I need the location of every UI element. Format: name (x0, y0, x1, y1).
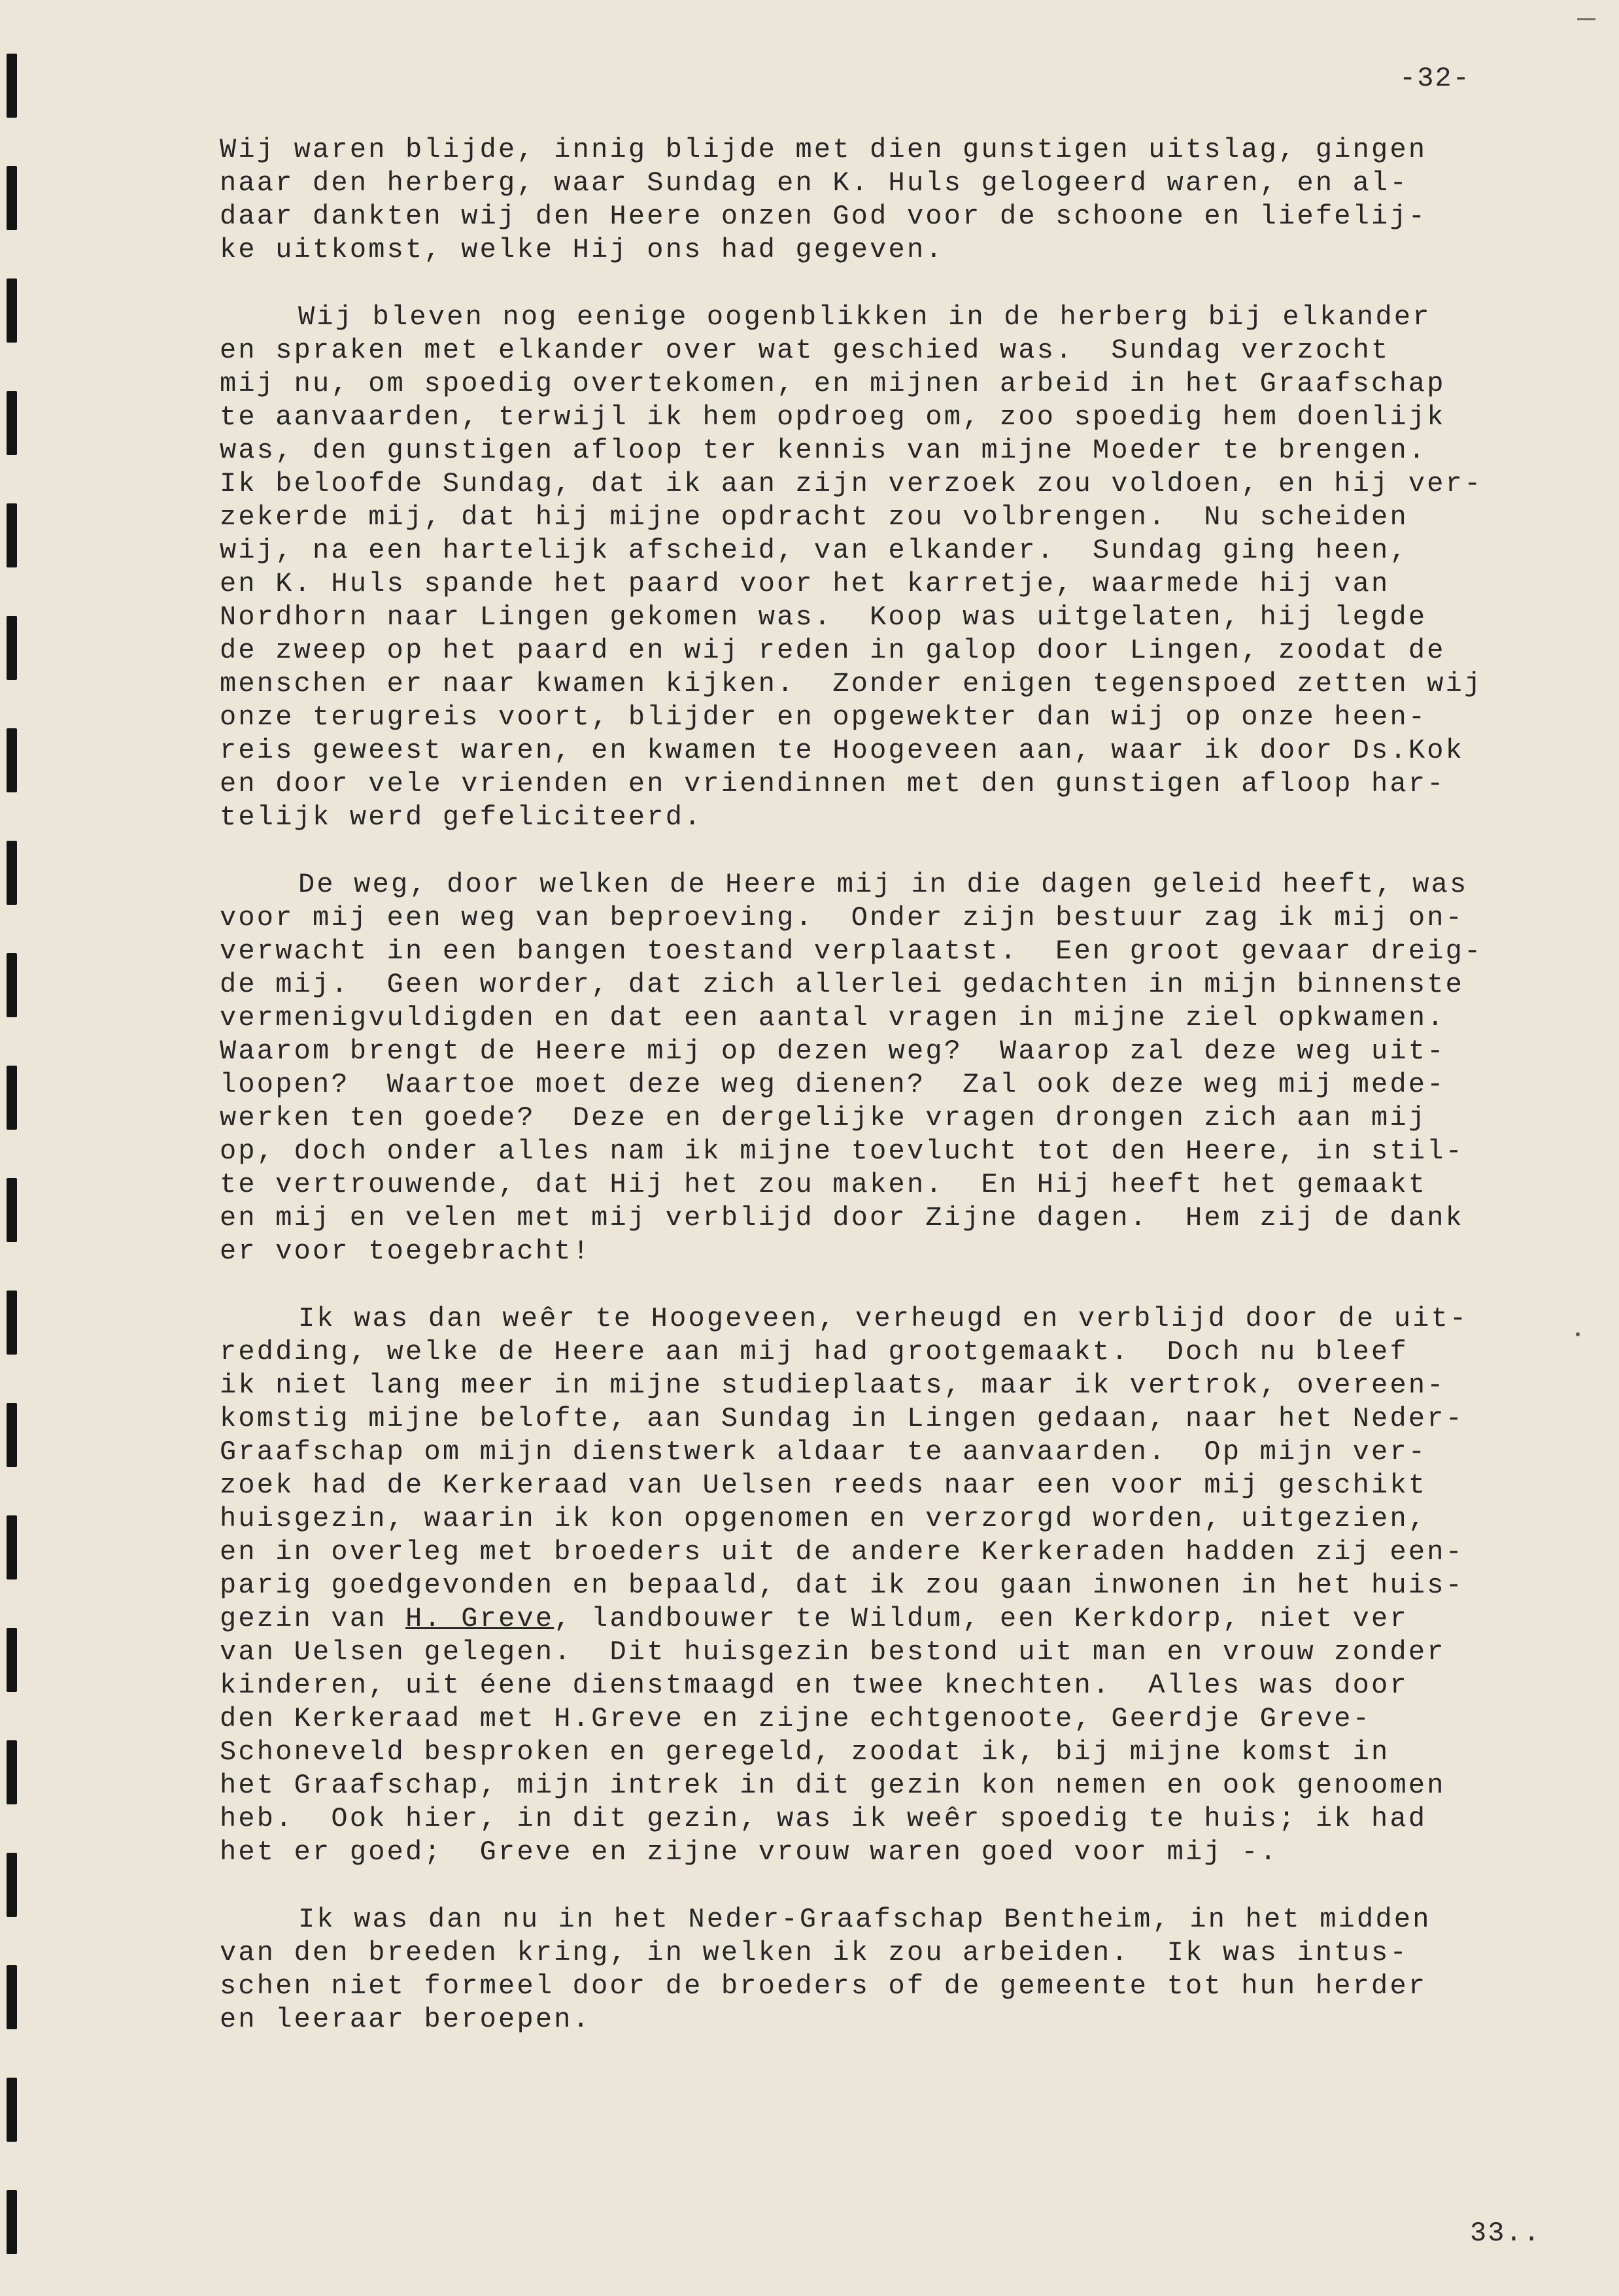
text-line: van den breeden kring, in welken ik zou arbeiden. Ik was intus- (220, 1937, 1408, 1968)
text-line: voor mij een weg van beproeving. Onder zijn bestuur zag ik mij on- (220, 902, 1465, 934)
binding-hole (7, 1965, 17, 2029)
text-line: zekerde mij, dat hij mijne opdracht zou volbrengen. Nu scheiden (220, 501, 1408, 533)
text-line: verwacht in een bangen toestand verplaatst. Een groot gevaar dreig- (220, 936, 1483, 967)
text-line: was, den gunstigen afloop ter kennis van mijne Moeder te brengen. (220, 435, 1427, 466)
text-line: wij, na een hartelijk afscheid, van elkander. Sundag ging heen, (220, 535, 1408, 566)
text-line: Schoneveld besproken en geregeld, zoodat ik, bij mijne komst in (220, 1736, 1390, 1768)
text-line: en spraken met elkander over wat geschied was. Sundag verzocht (220, 335, 1390, 366)
binding-hole (7, 1403, 17, 1467)
binding-hole (7, 2190, 17, 2254)
underlined-name: H. Greve (405, 1603, 554, 1634)
margin-dot (1576, 1332, 1580, 1336)
binding-hole (7, 616, 17, 680)
binding-hole (7, 1178, 17, 1242)
binding-hole (7, 1291, 17, 1355)
text-line: loopen? Waartoe moet deze weg dienen? Zal ook deze weg mij mede- (220, 1069, 1446, 1100)
paragraph-1 (220, 133, 1580, 267)
text-line: er voor toegebracht! (220, 1236, 592, 1267)
binding-hole (7, 1628, 17, 1692)
text-line: te vertrouwende, dat Hij het zou maken. En Hij heeft het gemaakt (220, 1169, 1427, 1200)
binding-hole (7, 1740, 17, 1804)
text-line: reis geweest waren, en kwamen te Hoogeveen aan, waar ik door Ds.Kok (220, 735, 1465, 766)
text-line: heb. Ook hier, in dit gezin, was ik weêr spoedig te huis; ik had (220, 1803, 1427, 1834)
text-line: en door vele vrienden en vriendinnen met den gunstigen afloop har- (220, 768, 1446, 800)
text-line: het Graafschap, mijn intrek in dit gezin kon nemen en ook genoomen (220, 1770, 1446, 1801)
binding-hole (7, 1515, 17, 1579)
text-line: Nordhorn naar Lingen gekomen was. Koop was uitgelaten, hij legde (220, 601, 1427, 633)
binding-hole (7, 953, 17, 1017)
text-line: en in overleg met broeders uit de andere Kerkeraden hadden zij een- (220, 1536, 1465, 1568)
binding-holes (0, 0, 39, 2296)
text-line: de zweep op het paard en wij reden in galop door Lingen, zoodat de (220, 635, 1446, 666)
text-line: redding, welke de Heere aan mij had grootgemaakt. Doch nu bleef (220, 1336, 1408, 1368)
page-number: -32- (1399, 63, 1471, 94)
binding-hole (7, 391, 17, 455)
binding-hole (7, 503, 17, 567)
paragraph-5 (220, 1903, 1580, 2036)
text-line: Wij waren blijde, innig blijde met dien gunstigen uitslag, gingen (220, 134, 1427, 165)
binding-hole (7, 2078, 17, 2142)
text-line: van Uelsen gelegen. Dit huisgezin bestond uit man en vrouw zonder (220, 1636, 1446, 1668)
text-line: daar dankten wij den Heere onzen God voor de schoone en liefelij- (220, 201, 1427, 232)
paragraph-2 (220, 301, 1580, 834)
binding-hole (7, 166, 17, 230)
text-line: den Kerkeraad met H.Greve en zijne echtgenoote, Geerdje Greve- (220, 1703, 1372, 1734)
binding-hole (7, 1066, 17, 1130)
text-line: het er goed; Greve en zijne vrouw waren goed voor mij -. (220, 1836, 1279, 1868)
text-line: onze terugreis voort, blijder en opgewekter dan wij op onze heen- (220, 701, 1427, 733)
text-line: Graafschap om mijn dienstwerk aldaar te aanvaarden. Op mijn ver- (220, 1436, 1427, 1468)
text-line: menschen er naar kwamen kijken. Zonder enigen tegenspoed zetten wij (220, 668, 1483, 700)
text-line: op, doch onder alles nam ik mijne toevlucht tot den Heere, in stil- (220, 1136, 1465, 1167)
binding-hole (7, 279, 17, 343)
text-line: naar den herberg, waar Sundag en K. Huls gelogeerd waren, en al- (220, 167, 1408, 199)
text-line: en K. Huls spande het paard voor het karretje, waarmede hij van (220, 568, 1390, 599)
text-line: vermenigvuldigden en dat een aantal vragen in mijne ziel opkwamen. (220, 1002, 1446, 1034)
text-line: Ik was dan weêr te Hoogeveen, verheugd en verblijd door de uit- (298, 1303, 1469, 1334)
text-line: telijk werd gefeliciteerd. (220, 802, 703, 833)
text-line: te aanvaarden, terwijl ik hem opdroeg om, zoo spoedig hem doenlijk (220, 401, 1446, 433)
text-line: De weg, door welken de Heere mij in die dagen geleid heeft, was (298, 869, 1469, 900)
text-line: en leeraar beroepen. (220, 2004, 592, 2035)
text-line: zoek had de Kerkeraad van Uelsen reeds naar een voor mij geschikt (220, 1470, 1427, 1501)
binding-hole (7, 54, 17, 118)
binding-hole (7, 1853, 17, 1917)
binding-hole (7, 728, 17, 792)
paragraph-4 (220, 1302, 1580, 1869)
text-line: kinderen, uit éene dienstmaagd en twee knechten. Alles was door (220, 1670, 1408, 1701)
text-line: Wij bleven nog eenige oogenblikken in de herberg bij elkander (298, 301, 1431, 333)
text-line: komstig mijne belofte, aan Sundag in Lingen gedaan, naar het Neder- (220, 1403, 1465, 1434)
text-line: werken ten goede? Deze en dergelijke vragen drongen zich aan mij (220, 1102, 1427, 1134)
continuation-marker: 33.. (1470, 2218, 1541, 2249)
text-line: schen niet formeel door de broeders of de gemeente tot hun herder (220, 1970, 1427, 2002)
text-line: huisgezin, waarin ik kon opgenomen en verzorgd worden, uitgezien, (220, 1503, 1427, 1534)
text-line: ke uitkomst, welke Hij ons had gegeven. (220, 234, 944, 265)
text-line: mij nu, om spoedig overtekomen, en mijnen arbeid in het Graafschap (220, 368, 1446, 399)
binding-hole (7, 841, 17, 905)
text-line: ik niet lang meer in mijne studieplaats, maar ik vertrok, overeen- (220, 1370, 1446, 1401)
text-line: Waarom brengt de Heere mij op dezen weg? Waarop zal deze weg uit- (220, 1036, 1446, 1067)
text-line-underlined-name: gezin van H. Greve, landbouwer te Wildum, een Kerkdorp, niet ver (220, 1603, 1408, 1634)
paragraph-3 (220, 868, 1580, 1268)
text-line: Ik beloofde Sundag, dat ik aan zijn verzoek zou voldoen, en hij ver- (220, 468, 1483, 499)
text-line: Ik was dan nu in het Neder-Graafschap Bentheim, in het midden (298, 1904, 1431, 1935)
corner-mark (1577, 18, 1595, 29)
body-text (220, 133, 1580, 2070)
text-line: en mij en velen met mij verblijd door Zijne dagen. Hem zij de dank (220, 1202, 1465, 1234)
text-line: de mij. Geen worder, dat zich allerlei gedachten in mijn binnenste (220, 969, 1465, 1000)
text-line: parig goedgevonden en bepaald, dat ik zou gaan inwonen in het huis- (220, 1570, 1465, 1601)
